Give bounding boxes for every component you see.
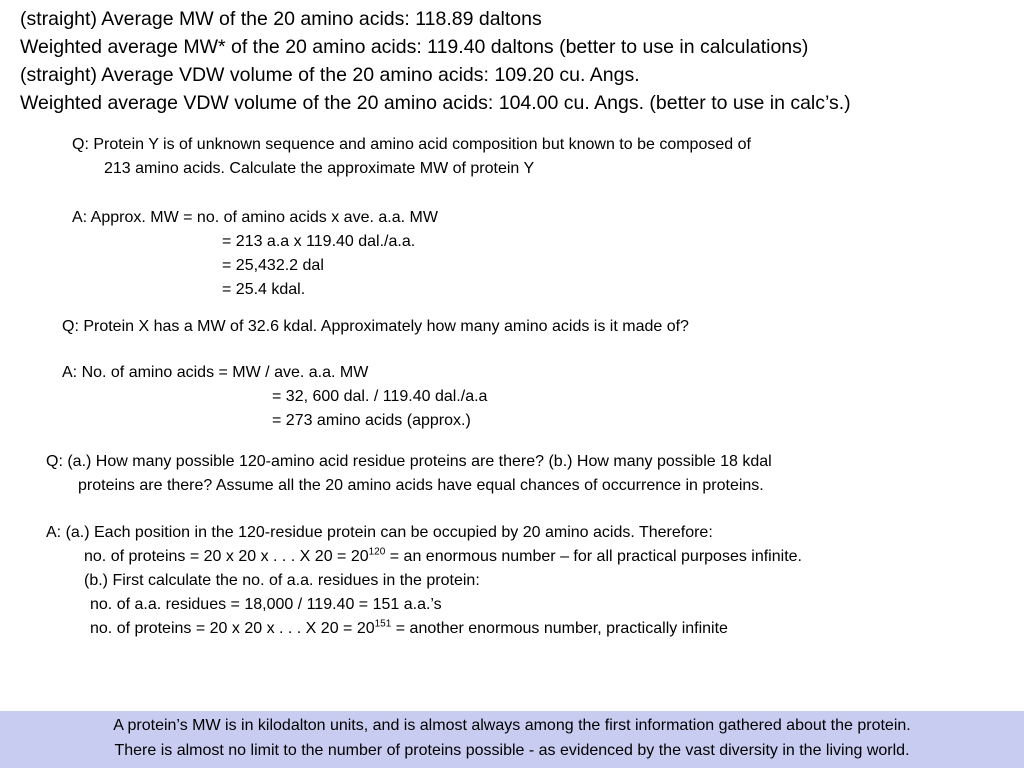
q3-question-line2: proteins are there? Assume all the 20 amino acids have equal chances of occurrence in proteins. [78,477,764,494]
footer-line2: There is almost no limit to the number of proteins possible - as evidenced by the vast diversity in the living world. [114,742,910,759]
header-line-weighted-vdw: Weighted average VDW volume of the 20 amino acids: 104.00 cu. Angs. (better to use in calc’s.) [20,92,851,114]
q3-answer-line3: (b.) First calculate the no. of a.a. residues in the protein: [84,572,480,589]
q1-question-line2: 213 amino acids. Calculate the approximate MW of protein Y [104,160,535,177]
q3-answer-line5-tail: = another enormous number, practically infinite [391,620,728,637]
q3-answer-line2-exponent: 120 [368,546,386,558]
q3-answer-line2-tail: = an enormous number – for all practical purposes infinite. [385,548,802,565]
q1-answer-line2: = 213 a.a x 119.40 dal./a.a. [222,233,416,250]
header-line-weighted-mw: Weighted average MW* of the 20 amino acids: 119.40 daltons (better to use in calculations) [20,36,809,58]
q3-answer-line2 [84,548,802,566]
q1-question-line1: Q: Protein Y is of unknown sequence and amino acid composition but known to be composed of [72,136,751,153]
q2-question: Q: Protein X has a MW of 32.6 kdal. Approximately how many amino acids is it made of? [62,318,689,335]
header-line-avg-mw: (straight) Average MW of the 20 amino acids: 118.89 daltons [20,8,542,30]
q3-answer-line5 [90,620,728,638]
q2-answer-line2: = 32, 600 dal. / 119.40 dal./a.a [272,388,488,405]
footer-banner [0,711,1024,768]
q3-answer-line2-base: no. of proteins = 20 x 20 x . . . X 20 = 20 [84,548,369,565]
q3-answer-line5-exponent: 151 [374,618,392,630]
q1-answer-line4: = 25.4 kdal. [222,281,306,298]
q1-answer-line3: = 25,432.2 dal [222,257,324,274]
q2-answer-line3: = 273 amino acids (approx.) [272,412,471,429]
q3-answer-line1: A: (a.) Each position in the 120-residue protein can be occupied by 20 amino acids. Therefore: [46,524,713,541]
q2-answer-line1: A: No. of amino acids = MW / ave. a.a. MW [62,364,369,381]
header-line-avg-vdw: (straight) Average VDW volume of the 20 amino acids: 109.20 cu. Angs. [20,64,640,86]
q1-answer-line1: A: Approx. MW = no. of amino acids x ave. a.a. MW [72,209,438,226]
q3-answer-line4: no. of a.a. residues = 18,000 / 119.40 = 151 a.a.’s [90,596,442,613]
footer-line1: A protein’s MW is in kilodalton units, and is almost always among the first information gathered about the protein. [113,717,911,734]
q3-answer-line5-base: no. of proteins = 20 x 20 x . . . X 20 = 20 [90,620,375,637]
q3-question-line1: Q: (a.) How many possible 120-amino acid residue proteins are there? (b.) How many possible 18 kdal [46,453,772,470]
